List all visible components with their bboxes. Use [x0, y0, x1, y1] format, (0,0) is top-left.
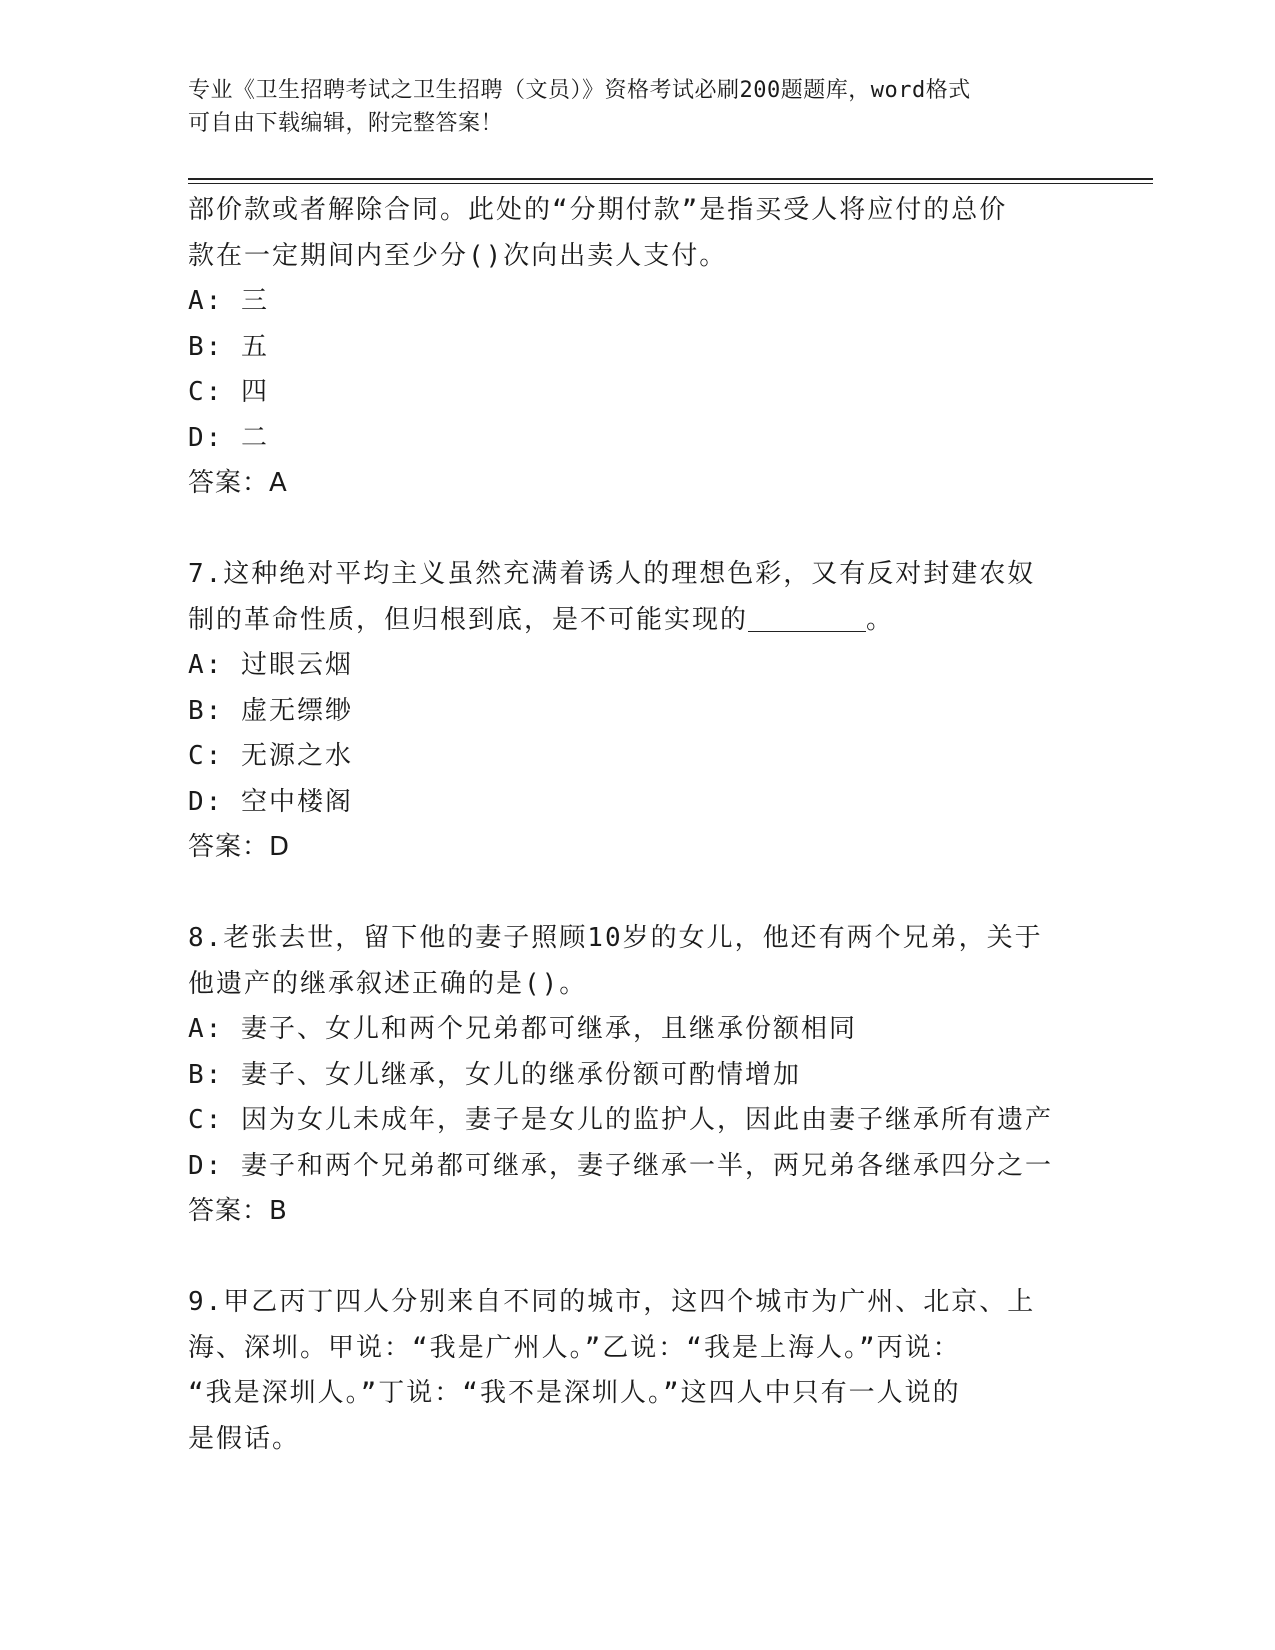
- option-d: D: 妻子和两个兄弟都可继承，妻子继承一半，两兄弟各继承四分之一: [188, 1150, 1053, 1181]
- document-header: [188, 74, 1088, 140]
- question-text: 款在一定期间内至少分()次向出卖人支付。: [188, 240, 728, 271]
- fill-in-blank: [748, 605, 866, 632]
- question-text-after-blank: 。: [866, 604, 895, 635]
- spacer: [188, 871, 1088, 917]
- option-b: B: 妻子、女儿继承，女儿的继承份额可酌情增加: [188, 1059, 801, 1090]
- question-6: [188, 188, 1088, 507]
- question-text: 海、深圳。甲说：“我是广州人。”乙说：“我是上海人。”丙说：: [188, 1332, 961, 1363]
- option-c: C: 四: [188, 377, 269, 407]
- spacer: [188, 507, 1088, 553]
- question-9: [188, 1280, 1088, 1462]
- option-c: C: 因为女儿未成年，妻子是女儿的监护人，因此由妻子继承所有遗产: [188, 1105, 1053, 1135]
- question-text-before-blank: 制的革命性质，但归根到底，是不可能实现的: [188, 604, 749, 635]
- question-text: [188, 598, 1088, 644]
- option-a: A: 三: [188, 286, 269, 316]
- question-text: 是假话。: [188, 1423, 301, 1454]
- question-7: [188, 552, 1088, 871]
- option-d: D: 二: [188, 422, 269, 453]
- question-text: “我是深圳人。”丁说：“我不是深圳人。”这四人中只有一人说的: [188, 1378, 961, 1408]
- option-b: B: 虚无缥缈: [188, 695, 353, 726]
- question-text: 部价款或者解除合同。此处的“分期付款”是指买受人将应付的总价: [188, 195, 1008, 225]
- header-divider-thin: [188, 183, 1153, 184]
- question-text: 8.老张去世，留下他的妻子照顾10岁的女儿，他还有两个兄弟，关于: [188, 923, 1043, 953]
- option-a: A: 过眼云烟: [188, 650, 353, 680]
- spacer: [188, 1235, 1088, 1281]
- option-a: A: 妻子、女儿和两个兄弟都可继承，且继承份额相同: [188, 1014, 857, 1044]
- option-b: B: 五: [188, 331, 269, 362]
- header-divider-thick: [188, 178, 1153, 180]
- option-d: D: 空中楼阁: [188, 786, 353, 817]
- question-8: [188, 916, 1088, 1235]
- header-title-line-2: 可自由下载编辑，附完整答案！: [188, 111, 504, 136]
- question-text: 他遗产的继承叙述正确的是()。: [188, 968, 588, 999]
- option-c: C: 无源之水: [188, 741, 353, 771]
- question-text: 7.这种绝对平均主义虽然充满着诱人的理想色彩，又有反对封建农奴: [188, 559, 1036, 589]
- document-body: [188, 188, 1088, 1462]
- header-title-line-1: 专业《卫生招聘考试之卫生招聘（文员）》资格考试必刷200题题库，word格式: [188, 78, 971, 103]
- answer-line: 答案：A: [188, 468, 288, 498]
- answer-line: 答案：D: [188, 832, 291, 862]
- question-text: 9.甲乙丙丁四人分别来自不同的城市，这四个城市为广州、北京、上: [188, 1287, 1036, 1317]
- answer-line: 答案：B: [188, 1196, 288, 1226]
